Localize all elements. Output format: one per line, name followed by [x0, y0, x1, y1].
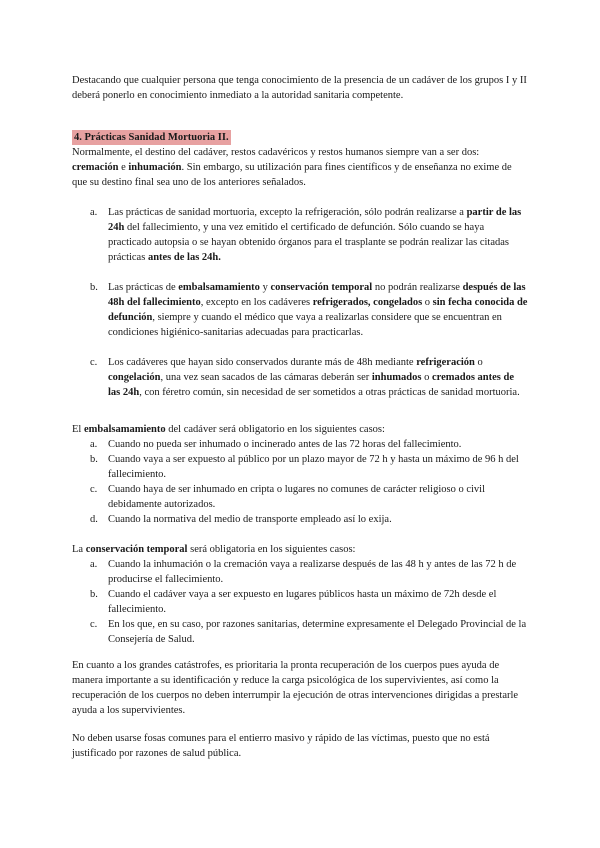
conservacion-lead-c: será obligatoria en los siguientes casos: [187, 544, 356, 555]
list-marker: d. [90, 514, 98, 525]
practice-c-text-2: o [474, 357, 483, 368]
list-item-text: En los que, en su caso, por razones sanitarias, determine expresamente el Delegado Provincial de la Consejería de Salud. [108, 619, 527, 645]
list-marker: b. [90, 282, 98, 293]
term-inhumacion: inhumación [128, 162, 182, 173]
list-item [72, 437, 528, 452]
section-4-text-a: Normalmente, el destino del cadáver, restos cadavéricos y restos humanos siempre van a ser dos: [72, 147, 480, 158]
embalsamamiento-list [72, 437, 528, 527]
list-marker: a. [90, 559, 98, 570]
term-conservacion-temporal: conservación temporal [85, 544, 188, 555]
practice-c-bold-1: refrigeración [416, 357, 475, 368]
list-marker: c. [90, 484, 98, 495]
list-marker: a. [90, 439, 98, 450]
conservacion-list [72, 557, 528, 647]
list-marker: c. [90, 357, 98, 368]
practice-c-bold-2: congelación [108, 372, 161, 383]
intro-block [72, 73, 528, 103]
list-marker: b. [90, 589, 98, 600]
list-marker: c. [90, 619, 98, 630]
list-item [72, 452, 528, 482]
practice-c-text-5: , con féretro común, sin necesidad de ser sometidos a otras prácticas de sanidad mortuoria. [139, 387, 520, 398]
conservacion-lead [72, 542, 528, 557]
list-marker: b. [90, 454, 98, 465]
practice-c-bold-3: inhumados [371, 372, 422, 383]
practice-c-text-4: o [421, 372, 432, 383]
list-item-text: Cuando haya de ser inhumado en cripta o lugares no comunes de carácter religioso o civil debidamente autorizados. [108, 484, 485, 510]
list-item [72, 512, 528, 527]
practice-item-c [72, 355, 528, 400]
closing-block-2 [72, 731, 528, 761]
embalsamamiento-lead [72, 422, 528, 437]
practice-b-text-2: y [259, 282, 271, 293]
list-item [72, 617, 528, 647]
embalsamamiento-block [72, 422, 528, 527]
embalsamamiento-lead-a: El [72, 424, 84, 435]
practice-a-bold-2: antes de las 24h. [147, 252, 221, 263]
practice-a-text-1: Las prácticas de sanidad mortuoria, excepto la refrigeración, sólo podrán realizarse a [108, 207, 467, 218]
closing-paragraph-2: No deben usarse fosas comunes para el entierro masivo y rápido de las víctimas, puesto que no está justificado por razones de salud pública. [72, 733, 490, 759]
term-embalsamamiento: embalsamamiento [83, 424, 166, 435]
practice-a-bold-1: partir de las 24h [108, 207, 522, 233]
practice-b-bold-5: sin fecha conocida de defunción [108, 297, 528, 323]
section-4-block [72, 130, 528, 190]
spacer [72, 265, 528, 280]
list-item [72, 557, 528, 587]
list-item-text: Cuando el cadáver vaya a ser expuesto en lugares públicos hasta un máximo de 72h desde el fallecimiento. [108, 589, 497, 615]
practice-a-text-2: del fallecimiento, y una vez emitido el certificado de defunción. Sólo cuando se haya practicado autopsia o se hayan obtenido órganos para el trasplante se podrán realizar las citadas prácticas [108, 222, 509, 263]
practice-b-text-3: no podrán realizarse [372, 282, 463, 293]
section-4-heading: 4. Prácticas Sanidad Mortuoria II. [74, 132, 229, 143]
practice-b-bold-4: refrigerados, congelados [312, 297, 423, 308]
practice-c-bold-4: cremados antes de las 24h [108, 372, 515, 398]
intro-paragraph: Destacando que cualquier persona que tenga conocimiento de la presencia de un cadáver de los grupos I y II deberá ponerlo en conocimiento inmediato a la autoridad sanitaria competente. [72, 75, 527, 101]
conservacion-lead-a: La [72, 544, 86, 555]
list-item-text: Cuando la normativa del medio de transporte empleado así lo exija. [108, 514, 392, 525]
practice-c-text-3: , una vez sean sacados de las cámaras deberán ser [160, 372, 372, 383]
list-item-text: Cuando vaya a ser expuesto al público por un plazo mayor de 72 h y hasta un máximo de 96 h del fallecimiento. [108, 454, 519, 480]
practice-b-bold-2: conservación temporal [270, 282, 373, 293]
section-4-paragraph [72, 145, 528, 190]
closing-paragraph-1: En cuanto a los grandes catástrofes, es prioritaria la pronta recuperación de los cuerpos pues ayuda de manera importante a su identificación y reduce la carga psicológica de los supervivientes, así como la recuperación de los cuerpos no deben interrumpir la ejecución de otras intervenciones dirigidas a prestarle ayuda a los supervivientes. [72, 660, 519, 716]
practices-list [72, 205, 528, 400]
conservacion-block [72, 542, 528, 647]
practice-item-b [72, 280, 528, 340]
section-4-text-d: . Sin embargo, su utilización para fines científicos y de enseñanza no exime de que su destino final sea uno de los anteriores señalados. [72, 162, 512, 188]
practice-b-text-1: Las prácticas de [108, 282, 179, 293]
spacer [72, 340, 528, 355]
practice-item-a [72, 205, 528, 265]
list-marker: a. [90, 207, 98, 218]
practice-b-bold-3: después de las 48h del fallecimiento [108, 282, 526, 308]
term-cremacion: cremación [72, 162, 119, 173]
practice-b-text-6: , siempre y cuando el médico que vaya a realizarlas considere que se encuentran en condiciones higiénico-sanitarias adecuadas para practicarlas. [108, 312, 502, 338]
practice-c-text-1: Los cadáveres que hayan sido conservados durante más de 48h mediante [108, 357, 417, 368]
practice-b-text-4: , excepto en los cadáveres [200, 297, 313, 308]
list-item-text: Cuando no pueda ser inhumado o incinerado antes de las 72 horas del fallecimiento. [108, 439, 462, 450]
section-4-text-c: e [118, 162, 129, 173]
practice-b-bold-1: embalsamamiento [178, 282, 260, 293]
list-item [72, 587, 528, 617]
embalsamamiento-lead-c: del cadáver será obligatorio en los siguientes casos: [165, 424, 385, 435]
practices-list-block [72, 205, 528, 400]
practice-b-text-5: o [422, 297, 433, 308]
list-item-text: Cuando la inhumación o la cremación vaya a realizarse después de las 48 h y antes de las 72 h de producirse el fallecimiento. [108, 559, 517, 585]
closing-block-1 [72, 658, 528, 718]
list-item [72, 482, 528, 512]
